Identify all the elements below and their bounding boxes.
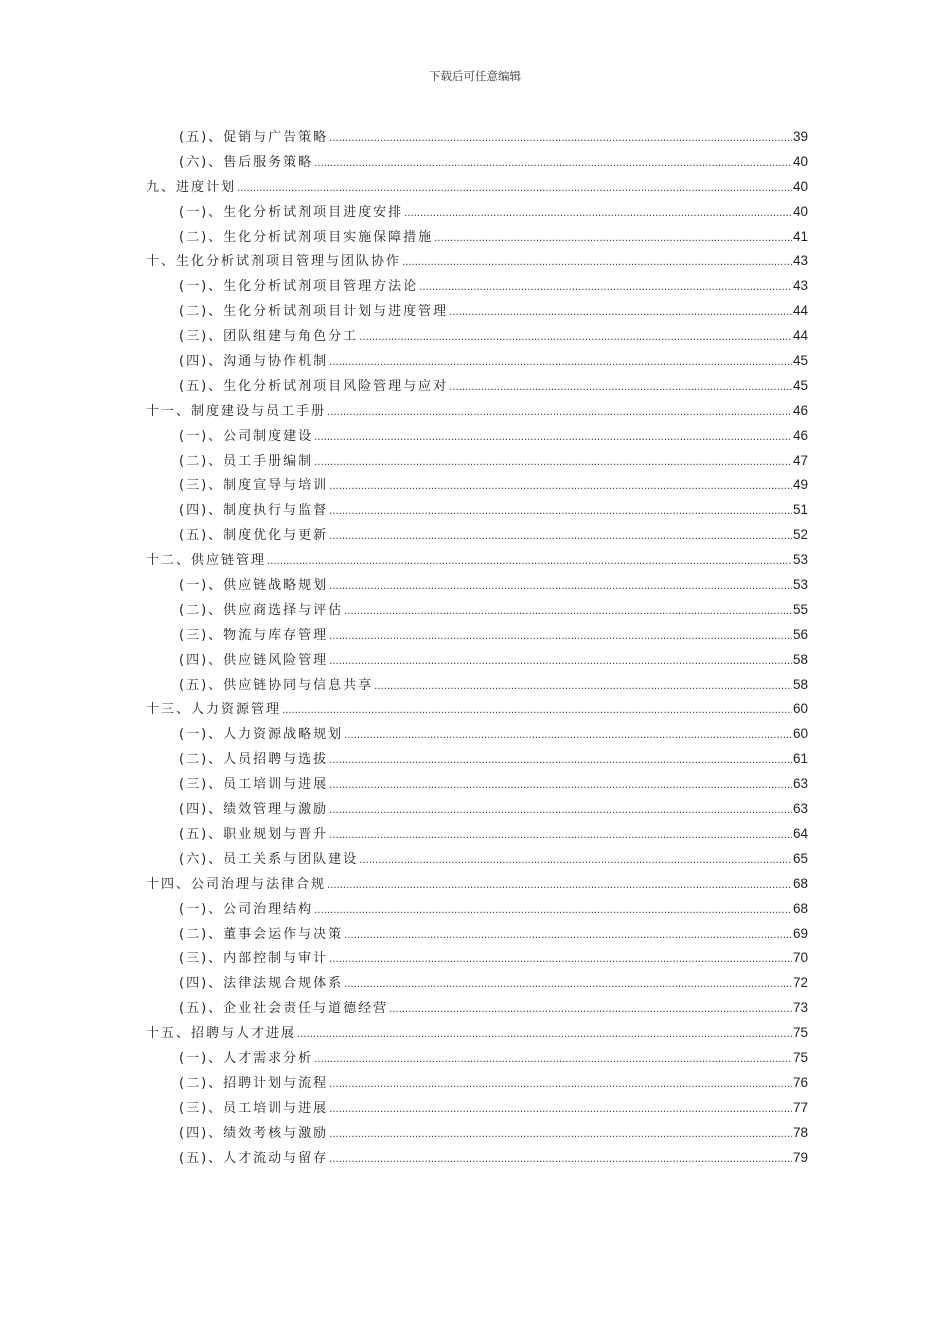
toc-entry-page-number: 68 bbox=[792, 900, 808, 916]
toc-entry-page-number: 46 bbox=[792, 402, 808, 418]
toc-dot-leader bbox=[329, 524, 792, 550]
toc-entry-title: (四)、绩效考核与激励 bbox=[179, 1125, 329, 1141]
toc-entry-page-number: 73 bbox=[792, 1000, 808, 1016]
toc-entry-page-number: 55 bbox=[792, 601, 808, 617]
toc-entry-page-number: 70 bbox=[792, 950, 808, 966]
toc-dot-leader bbox=[329, 748, 792, 774]
toc-entry-page-number: 45 bbox=[792, 377, 808, 393]
toc-entry[interactable] bbox=[146, 747, 808, 772]
toc-entry-title: (二)、招聘计划与流程 bbox=[179, 1075, 329, 1091]
toc-entry-title: (一)、生化分析试剂项目进度安排 bbox=[179, 204, 404, 220]
toc-entry-title: (四)、绩效管理与激励 bbox=[179, 802, 329, 818]
toc-entry-title: (六)、员工关系与团队建设 bbox=[179, 851, 359, 867]
toc-entry-title: (一)、供应链战略规划 bbox=[179, 578, 329, 594]
toc-dot-leader bbox=[329, 823, 792, 849]
toc-entry[interactable] bbox=[146, 274, 808, 299]
toc-entry[interactable] bbox=[146, 399, 808, 424]
toc-entry[interactable] bbox=[146, 523, 808, 548]
toc-dot-leader bbox=[329, 798, 792, 824]
toc-entry[interactable] bbox=[146, 249, 808, 274]
toc-entry[interactable] bbox=[146, 872, 808, 897]
toc-entry[interactable] bbox=[146, 573, 808, 598]
toc-entry-page-number: 40 bbox=[792, 203, 808, 219]
toc-dot-leader bbox=[344, 723, 792, 749]
toc-entry-title: (二)、生化分析试剂项目计划与进度管理 bbox=[179, 304, 449, 320]
toc-dot-leader bbox=[329, 1147, 792, 1173]
toc-dot-leader bbox=[297, 1022, 792, 1048]
toc-entry[interactable] bbox=[146, 1046, 808, 1071]
toc-dot-leader bbox=[329, 1072, 792, 1098]
toc-entry-page-number: 56 bbox=[792, 626, 808, 642]
toc-entry-page-number: 40 bbox=[792, 153, 808, 169]
toc-entry-page-number: 41 bbox=[792, 228, 808, 244]
toc-entry-title: (四)、法律法规合规体系 bbox=[179, 976, 344, 992]
toc-entry-page-number: 60 bbox=[792, 701, 808, 717]
toc-entry-title: (二)、董事会运作与决策 bbox=[179, 926, 344, 942]
toc-entry-page-number: 69 bbox=[792, 925, 808, 941]
toc-entry-title: (一)、公司治理结构 bbox=[179, 901, 314, 917]
toc-dot-leader bbox=[449, 300, 792, 326]
toc-entry-page-number: 43 bbox=[792, 278, 808, 294]
toc-entry-page-number: 63 bbox=[792, 801, 808, 817]
toc-entry[interactable] bbox=[146, 822, 808, 847]
toc-entry-page-number: 39 bbox=[792, 129, 808, 144]
toc-entry-title: (一)、公司制度建设 bbox=[179, 428, 314, 444]
toc-dot-leader bbox=[402, 250, 792, 276]
toc-entry-page-number: 60 bbox=[792, 726, 808, 742]
toc-entry-page-number: 44 bbox=[792, 328, 808, 344]
toc-entry[interactable] bbox=[146, 175, 808, 200]
toc-dot-leader bbox=[329, 1097, 792, 1123]
toc-entry-title: 九、进度计划 bbox=[146, 179, 237, 195]
toc-entry[interactable] bbox=[146, 922, 808, 947]
toc-dot-leader bbox=[327, 400, 792, 426]
toc-dot-leader bbox=[329, 474, 792, 500]
toc-entry-page-number: 51 bbox=[792, 502, 808, 518]
toc-entry[interactable] bbox=[146, 847, 808, 872]
toc-dot-leader bbox=[327, 873, 792, 899]
toc-entry[interactable] bbox=[146, 200, 808, 225]
toc-entry-title: (五)、生化分析试剂项目风险管理与应对 bbox=[179, 378, 449, 394]
toc-entry[interactable] bbox=[146, 1121, 808, 1146]
toc-entry-page-number: 58 bbox=[792, 676, 808, 692]
toc-dot-leader bbox=[282, 698, 792, 724]
toc-entry-title: (三)、员工培训与进展 bbox=[179, 777, 329, 793]
toc-entry-page-number: 40 bbox=[792, 178, 808, 194]
toc-entry[interactable] bbox=[146, 548, 808, 573]
toc-entry-title: (五)、人才流动与留存 bbox=[179, 1150, 329, 1166]
toc-entry-page-number: 47 bbox=[792, 452, 808, 468]
toc-entry-title: (五)、供应链协同与信息共享 bbox=[179, 677, 374, 693]
toc-entry-title: (三)、内部控制与审计 bbox=[179, 951, 329, 967]
toc-entry-title: (二)、生化分析试剂项目实施保障措施 bbox=[179, 229, 434, 245]
toc-dot-leader bbox=[404, 201, 792, 227]
toc-dot-leader bbox=[344, 599, 792, 625]
toc-entry-page-number: 45 bbox=[792, 353, 808, 369]
toc-dot-leader bbox=[374, 674, 792, 700]
toc-entry-title: (二)、员工手册编制 bbox=[179, 453, 314, 469]
toc-entry[interactable] bbox=[146, 971, 808, 996]
toc-entry[interactable] bbox=[146, 324, 808, 349]
toc-entry[interactable] bbox=[146, 498, 808, 523]
toc-entry[interactable] bbox=[146, 374, 808, 399]
toc-entry-page-number: 53 bbox=[792, 577, 808, 593]
toc-entry[interactable] bbox=[146, 1021, 808, 1046]
toc-entry[interactable] bbox=[146, 697, 808, 722]
toc-dot-leader bbox=[314, 898, 792, 924]
toc-entry-page-number: 75 bbox=[792, 1049, 808, 1065]
toc-dot-leader bbox=[314, 1047, 792, 1073]
toc-entry-title: (一)、人力资源战略规划 bbox=[179, 727, 344, 743]
toc-entry-title: (三)、团队组建与角色分工 bbox=[179, 329, 359, 345]
toc-entry-title: 十二、供应链管理 bbox=[146, 553, 267, 569]
toc-dot-leader bbox=[344, 923, 792, 949]
page-header: 下载后可任意编辑 bbox=[429, 69, 521, 83]
toc-entry[interactable] bbox=[146, 1146, 808, 1171]
toc-entry-title: 十、生化分析试剂项目管理与团队协作 bbox=[146, 254, 402, 270]
toc-entry-page-number: 77 bbox=[792, 1099, 808, 1115]
toc-entry-title: (六)、售后服务策略 bbox=[179, 154, 314, 170]
toc-entry[interactable] bbox=[146, 1096, 808, 1121]
toc-entry-title: (三)、制度宣导与培训 bbox=[179, 478, 329, 494]
toc-entry[interactable] bbox=[146, 225, 808, 250]
toc-dot-leader bbox=[329, 499, 792, 525]
toc-entry-page-number: 44 bbox=[792, 303, 808, 319]
toc-entry[interactable] bbox=[146, 349, 808, 374]
toc-entry-page-number: 61 bbox=[792, 751, 808, 767]
toc-dot-leader bbox=[329, 1122, 792, 1148]
toc-entry-title: (三)、员工培训与进展 bbox=[179, 1100, 329, 1116]
toc-dot-leader bbox=[329, 649, 792, 675]
toc-entry-page-number: 68 bbox=[792, 875, 808, 891]
toc-dot-leader bbox=[314, 450, 792, 476]
toc-entry[interactable] bbox=[146, 424, 808, 449]
toc-entry[interactable] bbox=[146, 648, 808, 673]
toc-entry[interactable] bbox=[146, 722, 808, 747]
toc-entry[interactable] bbox=[146, 772, 808, 797]
toc-entry-page-number: 72 bbox=[792, 975, 808, 991]
toc-entry-page-number: 75 bbox=[792, 1025, 808, 1041]
toc-entry-title: (五)、制度优化与更新 bbox=[179, 528, 329, 544]
toc-entry-title: (四)、沟通与协作机制 bbox=[179, 354, 329, 370]
toc-dot-leader bbox=[329, 350, 792, 376]
toc-entry[interactable] bbox=[146, 797, 808, 822]
toc-dot-leader bbox=[329, 624, 792, 650]
toc-entry-title: (一)、生化分析试剂项目管理方法论 bbox=[179, 279, 419, 295]
toc-entry-title: (三)、物流与库存管理 bbox=[179, 627, 329, 643]
toc-entry-title: 十一、制度建设与员工手册 bbox=[146, 403, 327, 419]
toc-entry-title: (二)、供应商选择与评估 bbox=[179, 602, 344, 618]
toc-entry-page-number: 78 bbox=[792, 1124, 808, 1140]
table-of-contents bbox=[146, 125, 808, 1170]
toc-dot-leader bbox=[419, 275, 792, 301]
toc-entry-page-number: 64 bbox=[792, 825, 808, 841]
toc-entry-title: (四)、制度执行与监督 bbox=[179, 503, 329, 519]
toc-entry[interactable] bbox=[146, 946, 808, 971]
toc-entry-page-number: 65 bbox=[792, 850, 808, 866]
toc-entry[interactable] bbox=[146, 299, 808, 324]
toc-entry-title: 十五、招聘与人才进展 bbox=[146, 1026, 297, 1042]
toc-entry-page-number: 46 bbox=[792, 427, 808, 443]
toc-entry-page-number: 58 bbox=[792, 651, 808, 667]
toc-dot-leader bbox=[237, 176, 792, 202]
toc-entry[interactable] bbox=[146, 598, 808, 623]
toc-entry[interactable] bbox=[146, 449, 808, 474]
toc-entry-page-number: 79 bbox=[792, 1149, 808, 1165]
toc-entry-page-number: 52 bbox=[792, 527, 808, 543]
toc-dot-leader bbox=[389, 997, 792, 1023]
toc-entry-title: (五)、促销与广告策略 bbox=[179, 130, 329, 145]
toc-entry-page-number: 76 bbox=[792, 1074, 808, 1090]
toc-entry-page-number: 63 bbox=[792, 776, 808, 792]
toc-entry-title: (四)、供应链风险管理 bbox=[179, 652, 329, 668]
toc-entry[interactable] bbox=[146, 623, 808, 648]
toc-entry-title: (一)、人才需求分析 bbox=[179, 1050, 314, 1066]
toc-entry-title: (五)、职业规划与晋升 bbox=[179, 826, 329, 842]
toc-dot-leader bbox=[449, 375, 792, 401]
toc-entry-title: 十四、公司治理与法律合规 bbox=[146, 876, 327, 892]
toc-dot-leader bbox=[314, 151, 792, 177]
toc-entry[interactable] bbox=[146, 125, 808, 150]
toc-dot-leader bbox=[329, 773, 792, 799]
toc-dot-leader bbox=[314, 425, 792, 451]
toc-dot-leader bbox=[434, 226, 792, 252]
toc-entry-title: 十三、人力资源管理 bbox=[146, 702, 282, 718]
toc-entry-page-number: 53 bbox=[792, 552, 808, 568]
toc-entry-page-number: 49 bbox=[792, 477, 808, 493]
toc-entry-title: (五)、企业社会责任与道德经营 bbox=[179, 1001, 389, 1017]
toc-entry[interactable] bbox=[146, 897, 808, 922]
toc-dot-leader bbox=[267, 549, 792, 575]
toc-entry[interactable] bbox=[146, 673, 808, 698]
toc-entry[interactable] bbox=[146, 996, 808, 1021]
toc-dot-leader bbox=[329, 947, 792, 973]
toc-dot-leader bbox=[329, 574, 792, 600]
toc-entry[interactable] bbox=[146, 1071, 808, 1096]
toc-entry-page-number: 43 bbox=[792, 253, 808, 269]
toc-dot-leader bbox=[359, 325, 792, 351]
toc-dot-leader bbox=[344, 972, 792, 998]
toc-entry-title: (二)、人员招聘与选拔 bbox=[179, 752, 329, 768]
toc-dot-leader bbox=[329, 126, 792, 152]
toc-dot-leader bbox=[359, 848, 792, 874]
toc-entry[interactable] bbox=[146, 150, 808, 175]
toc-entry[interactable] bbox=[146, 473, 808, 498]
